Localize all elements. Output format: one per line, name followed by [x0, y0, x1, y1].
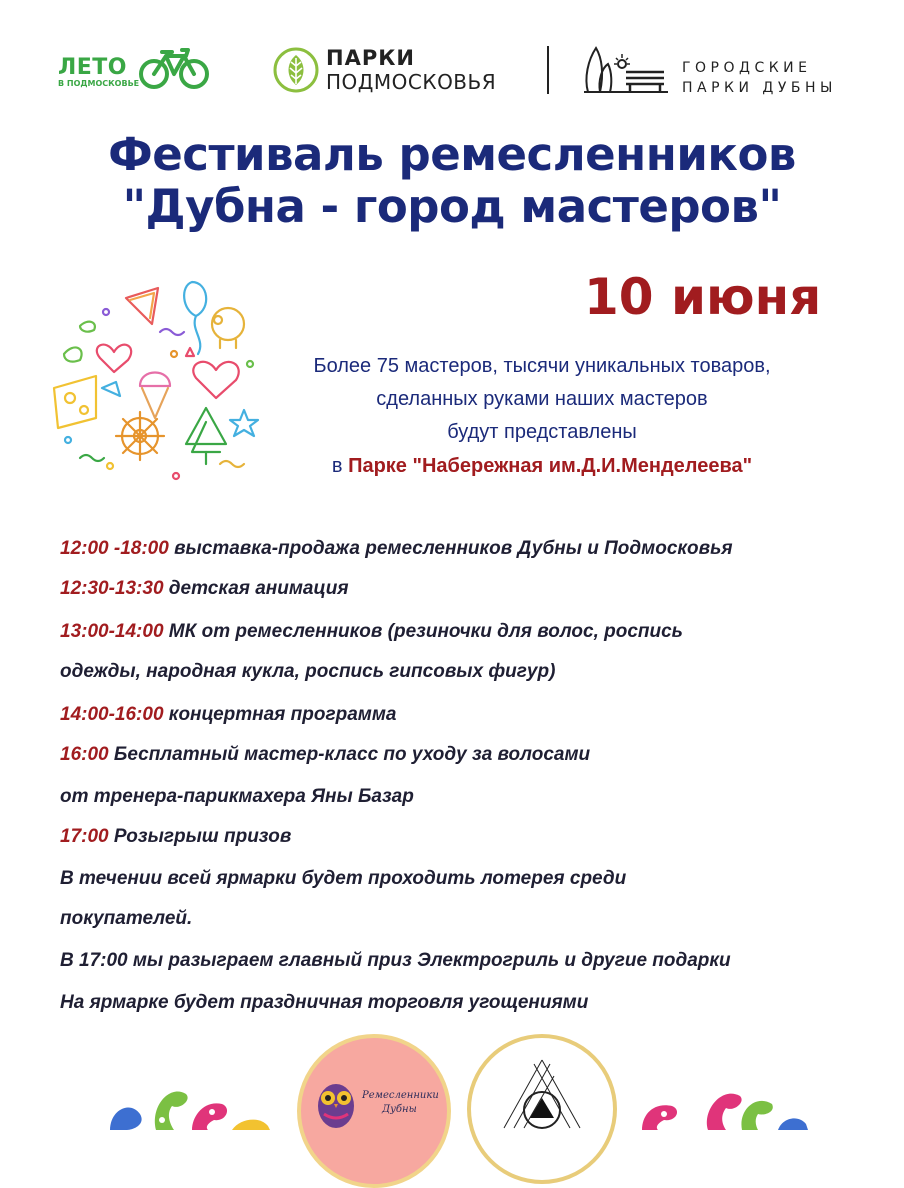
venue-prefix: в — [331, 455, 343, 477]
venue-line — [262, 455, 822, 478]
schedule-line — [60, 786, 860, 808]
schedule-line — [60, 908, 860, 930]
parks-logo-line2: ПОДМОСКОВЬЯ — [326, 70, 497, 94]
schedule-text: покупателей. — [60, 908, 193, 929]
logo-divider — [547, 46, 549, 94]
schedule-text: одежды, народная кукла, роспись гипсовых фигур) — [60, 661, 556, 682]
leto-logo-subtitle: В ПОДМОСКОВЬЕ — [58, 79, 140, 88]
schedule-line — [60, 578, 860, 600]
schedule-line — [60, 704, 860, 726]
schedule-time: 13:00-14:00 — [60, 621, 164, 642]
description-line-2: сделанных руками наших мастеров — [376, 388, 708, 410]
festival-title: Фестиваль ремесленников — [108, 128, 796, 181]
triangle-logo-icon — [494, 1050, 590, 1130]
leaf-icon — [272, 46, 320, 94]
schedule-text: В течении всей ярмарки будет проходить лотерея среди — [60, 868, 627, 889]
schedule-text: В 17:00 мы разыграем главный приз Электрогриль и другие подарки — [60, 950, 731, 971]
schedule-text: Бесплатный мастер-класс по уходу за волосами — [108, 744, 591, 765]
schedule-line — [60, 992, 860, 1014]
schedule-time: 12:30-13:30 — [60, 578, 164, 599]
schedule-line — [60, 621, 860, 643]
parks-logo-line1: ПАРКИ — [326, 46, 415, 70]
leto-logo-word: ЛЕТО — [58, 55, 128, 80]
crafts-doodle-illustration — [40, 268, 266, 496]
schedule-line — [60, 826, 860, 848]
description-line-3: будут представлены — [447, 421, 637, 443]
schedule-time: 16:00 — [60, 744, 109, 765]
bicycle-icon — [138, 46, 210, 90]
folk-ornament-icon — [100, 1080, 300, 1130]
schedule-line — [60, 538, 860, 560]
schedule-line — [60, 661, 860, 683]
owl-icon — [312, 1072, 360, 1130]
festival-subtitle: "Дубна - город мастеров" — [122, 180, 782, 233]
park-bench-icon — [582, 42, 668, 96]
schedule-line — [60, 868, 860, 890]
schedule-text: от тренера-парикмахера Яны Базар — [60, 786, 414, 807]
schedule-time: 14:00-16:00 — [60, 704, 164, 725]
schedule-text: концертная программа — [163, 704, 397, 725]
schedule-text: Розыгрыш призов — [108, 826, 292, 847]
schedule-text: детская анимация — [163, 578, 349, 599]
city-parks-line1: ГОРОДСКИЕ — [682, 60, 812, 76]
schedule-line — [60, 950, 860, 972]
schedule-time: 12:00 -18:00 — [60, 538, 169, 559]
crafts-emblem-line1: Ремесленники — [362, 1090, 439, 1101]
folk-ornament-icon — [612, 1080, 812, 1130]
schedule-time: 17:00 — [60, 826, 109, 847]
schedule-text: выставка-продажа ремесленников Дубны и Подмосковья — [168, 538, 733, 559]
description-line-1: Более 75 мастеров, тысячи уникальных товаров, — [313, 355, 771, 377]
city-parks-line2: ПАРКИ ДУБНЫ — [682, 80, 837, 96]
schedule-text: На ярмарке будет праздничная торговля угощениями — [60, 992, 589, 1013]
event-date: 10 июня — [584, 268, 822, 326]
crafts-emblem-line2: Дубны — [382, 1104, 417, 1115]
schedule-text: МК от ремесленников (резиночки для волос, роспись — [163, 621, 683, 642]
schedule-line — [60, 744, 860, 766]
venue-name: Парке "Набережная им.Д.И.Менделеева" — [348, 455, 753, 477]
